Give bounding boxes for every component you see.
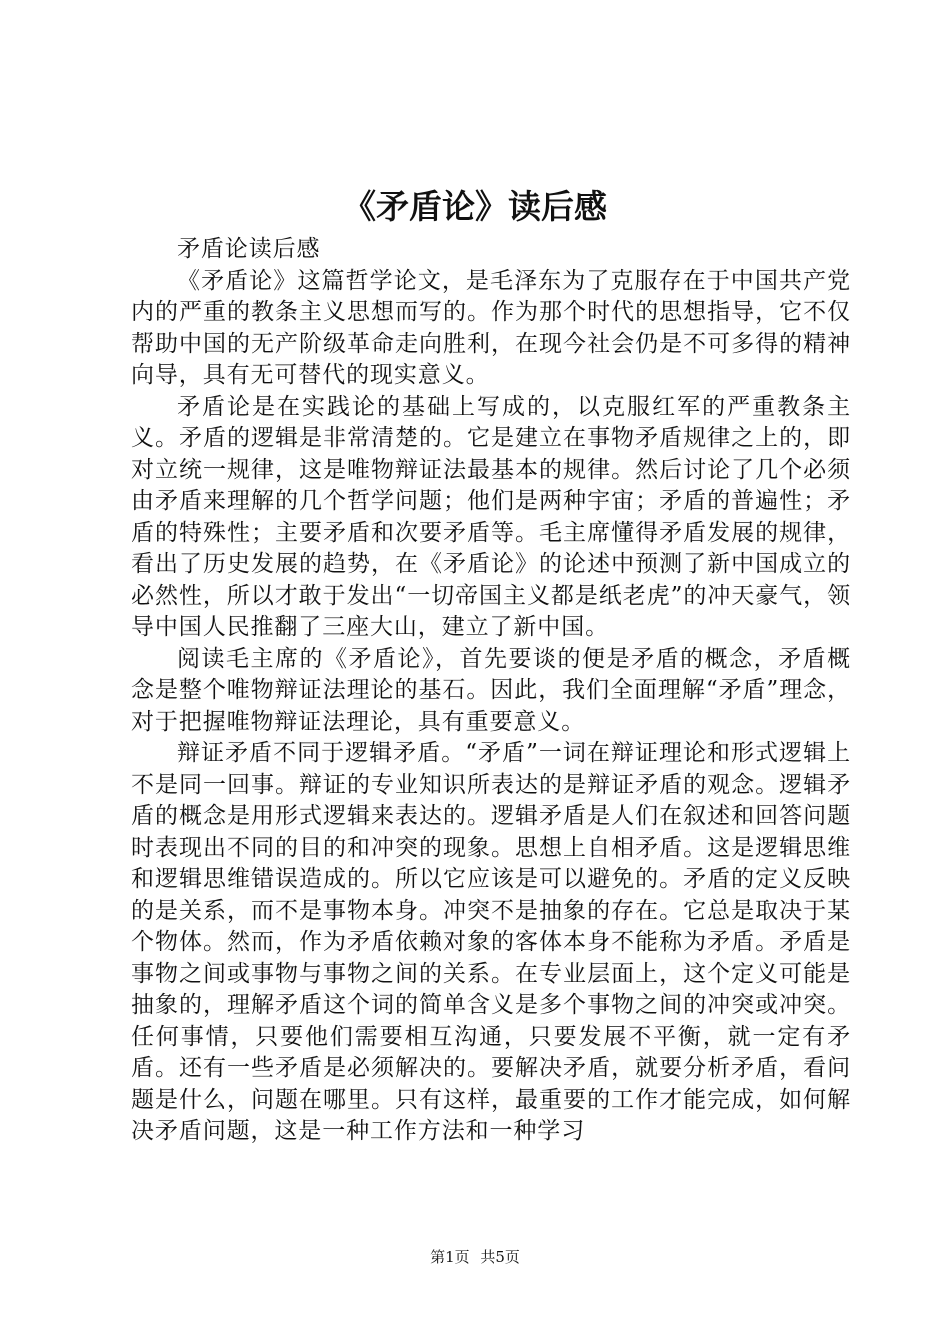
document-title: 《矛盾论》读后感	[343, 187, 607, 226]
paragraph-subtitle: 矛盾论读后感	[177, 236, 321, 262]
paragraph-dialectic-vs-logic: 辩证矛盾不同于逻辑矛盾。“矛盾”一词在辩证理论和形式逻辑上不是同一回事。辩证的专业知识所表达的是辩证矛盾的观念。逻辑矛盾的概念是用形式逻辑来表达的。逻辑矛盾是人们在叙述和回答问题时表现出不同的目的和冲突的现象。思想上自相矛盾。这是逻辑思维和逻辑思维错误造成的。所以它应该是可以避免的。矛盾的定义反映的是关系，而不是事物本身。冲突不是抽象的存在。它总是取决于某个物体。然而，作为矛盾依赖对象的客体本身不能称为矛盾。矛盾是事物之间或事物与事物之间的关系。在专业层面上，这个定义可能是抽象的，理解矛盾这个词的简单含义是多个事物之间的冲突或冲突。任何事情，只要他们需要相互沟通，只要发展不平衡，就一定有矛盾。还有一些矛盾是必须解决的。要解决矛盾，就要分析矛盾，看问题是什么，问题在哪里。只有这样，最重要的工作才能完成，如何解决矛盾问题，这是一种工作方法和一种学习	[131, 740, 851, 1144]
page-footer	[0, 1247, 950, 1267]
paragraph-concept: 阅读毛主席的《矛盾论》，首先要谈的便是矛盾的概念，矛盾概念是整个唯物辩证法理论的基石。因此，我们全面理解“矛盾”理念，对于把握唯物辩证法理论，具有重要意义。	[131, 645, 851, 735]
page-total: 共5页	[480, 1248, 520, 1266]
page-number: 第1页	[430, 1248, 470, 1266]
document-body	[131, 234, 851, 1148]
paragraph-intro: 《矛盾论》这篇哲学论文，是毛泽东为了克服存在于中国共产党内的严重的教条主义思想而写的。作为那个时代的思想指导，它不仅帮助中国的无产阶级革命走向胜利，在现今社会仍是不可多得的精神向导，具有无可替代的现实意义。	[131, 267, 851, 388]
paragraph-practice-theory: 矛盾论是在实践论的基础上写成的，以克服红军的严重教条主义。矛盾的逻辑是非常清楚的。它是建立在事物矛盾规律之上的，即对立统一规律，这是唯物辩证法最基本的规律。然后讨论了几个必须由矛盾来理解的几个哲学问题；他们是两种宇宙；矛盾的普遍性；矛盾的特殊性；主要矛盾和次要矛盾等。毛主席懂得矛盾发展的规律，看出了历史发展的趋势，在《矛盾论》的论述中预测了新中国成立的必然性，所以才敢于发出“一切帝国主义都是纸老虎”的冲天豪气，领导中国人民推翻了三座大山，建立了新中国。	[131, 393, 851, 640]
